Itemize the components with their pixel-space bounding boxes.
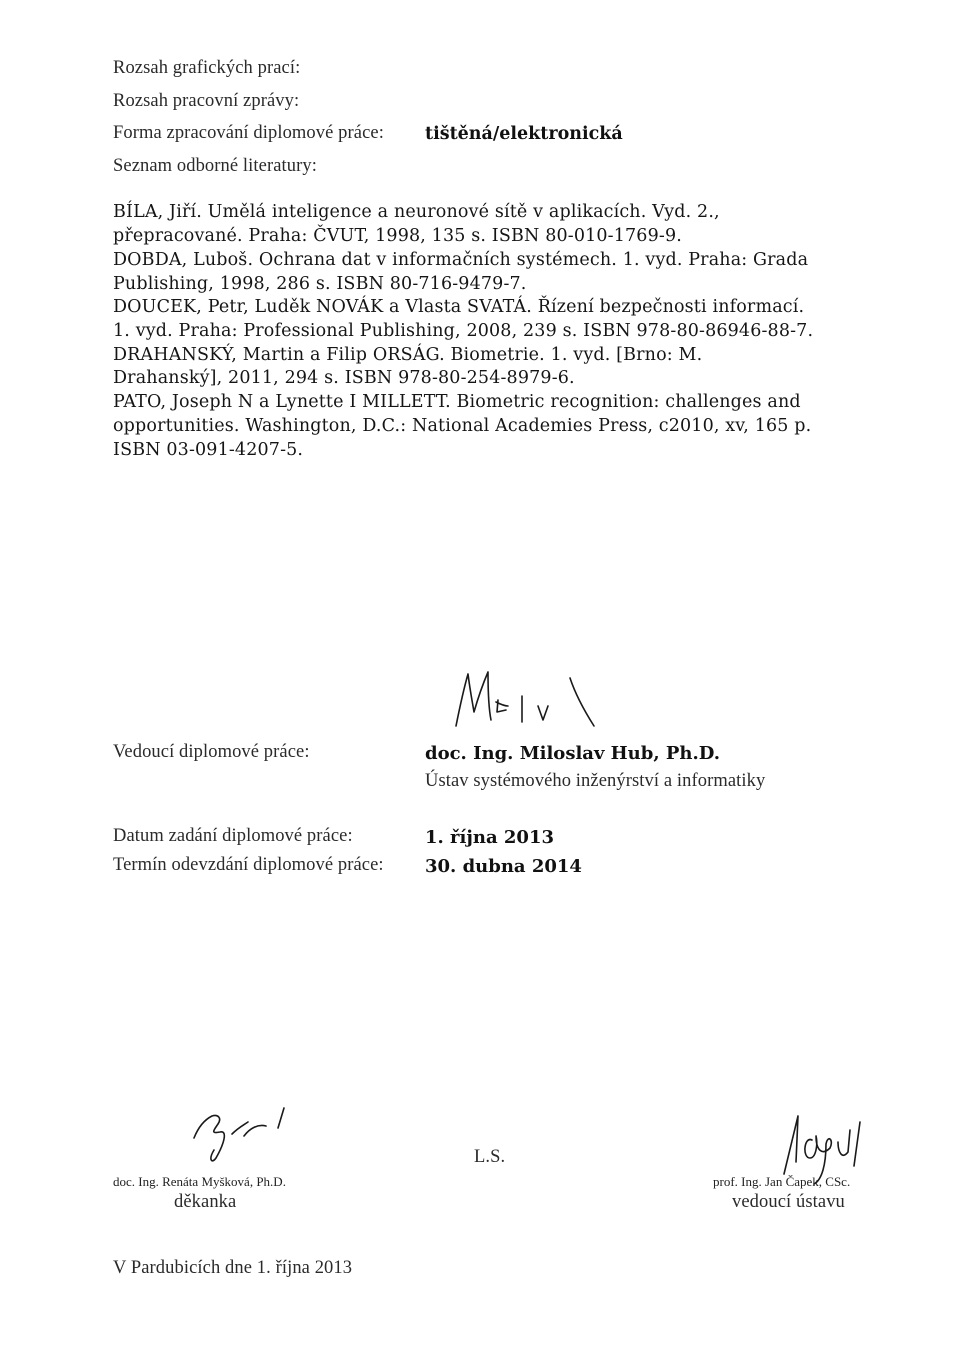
vedouci-institute: Ústav systémového inženýrství a informatiky [425, 771, 766, 791]
dean-role: děkanka [174, 1192, 237, 1212]
datum-zadani-value: 1. října 2013 [425, 827, 555, 848]
literature-line: Publishing, 1998, 286 s. ISBN 80-716-9479-7. [113, 274, 527, 294]
head-name: prof. Ing. Jan Čapek, CSc. [713, 1174, 851, 1189]
literature-line: DRAHANSKÝ, Martin a Filip ORSÁG. Biometrie. 1. vyd. [Brno: M. [113, 345, 703, 365]
seal-label: L.S. [474, 1147, 506, 1167]
dean-signature [184, 1098, 314, 1168]
literature-line: ISBN 03-091-4207-5. [113, 440, 304, 460]
termin-odevzdani-label: Termín odevzdání diplomové práce: [113, 855, 384, 875]
place-date: V Pardubicích dne 1. října 2013 [113, 1258, 353, 1278]
literature-line: DOUCEK, Petr, Luděk NOVÁK a Vlasta SVATÁ. Řízení bezpečnosti informací. [113, 297, 805, 317]
literature-line: DOBDA, Luboš. Ochrana dat v informačních systémech. 1. vyd. Praha: Grada [113, 250, 809, 270]
rozsah-grafickych-praci-label: Rozsah grafických prací: [113, 58, 301, 78]
literature-line: opportunities. Washington, D.C.: National Academies Press, c2010, xv, 165 p. [113, 416, 812, 436]
literature-line: 1. vyd. Praha: Professional Publishing, 2008, 239 s. ISBN 978-80-86946-88-7. [113, 321, 814, 341]
literature-line: přepracované. Praha: ČVUT, 1998, 135 s. ISBN 80-010-1769-9. [113, 226, 682, 246]
vedouci-label: Vedoucí diplomové práce: [113, 742, 310, 762]
head-role: vedoucí ústavu [732, 1192, 845, 1212]
forma-zpracovani-label: Forma zpracování diplomové práce: [113, 123, 384, 143]
forma-zpracovani-value: tištěná/elektronická [425, 124, 623, 144]
supervisor-signature [448, 660, 628, 732]
literature-line: PATO, Joseph N a Lynette I MILLETT. Biometric recognition: challenges and [113, 392, 801, 412]
vedouci-name: doc. Ing. Miloslav Hub, Ph.D. [425, 743, 721, 764]
rozsah-pracovni-zpravy-label: Rozsah pracovní zprávy: [113, 91, 300, 111]
literature-line: BÍLA, Jiří. Umělá inteligence a neuronové sítě v aplikacích. Vyd. 2., [113, 202, 720, 222]
termin-odevzdani-value: 30. dubna 2014 [425, 856, 582, 877]
dean-name: doc. Ing. Renáta Myšková, Ph.D. [113, 1174, 286, 1189]
seznam-literatury-label: Seznam odborné literatury: [113, 156, 317, 176]
literature-line: Drahanský], 2011, 294 s. ISBN 978-80-254-8979-6. [113, 368, 575, 388]
datum-zadani-label: Datum zadání diplomové práce: [113, 826, 353, 846]
